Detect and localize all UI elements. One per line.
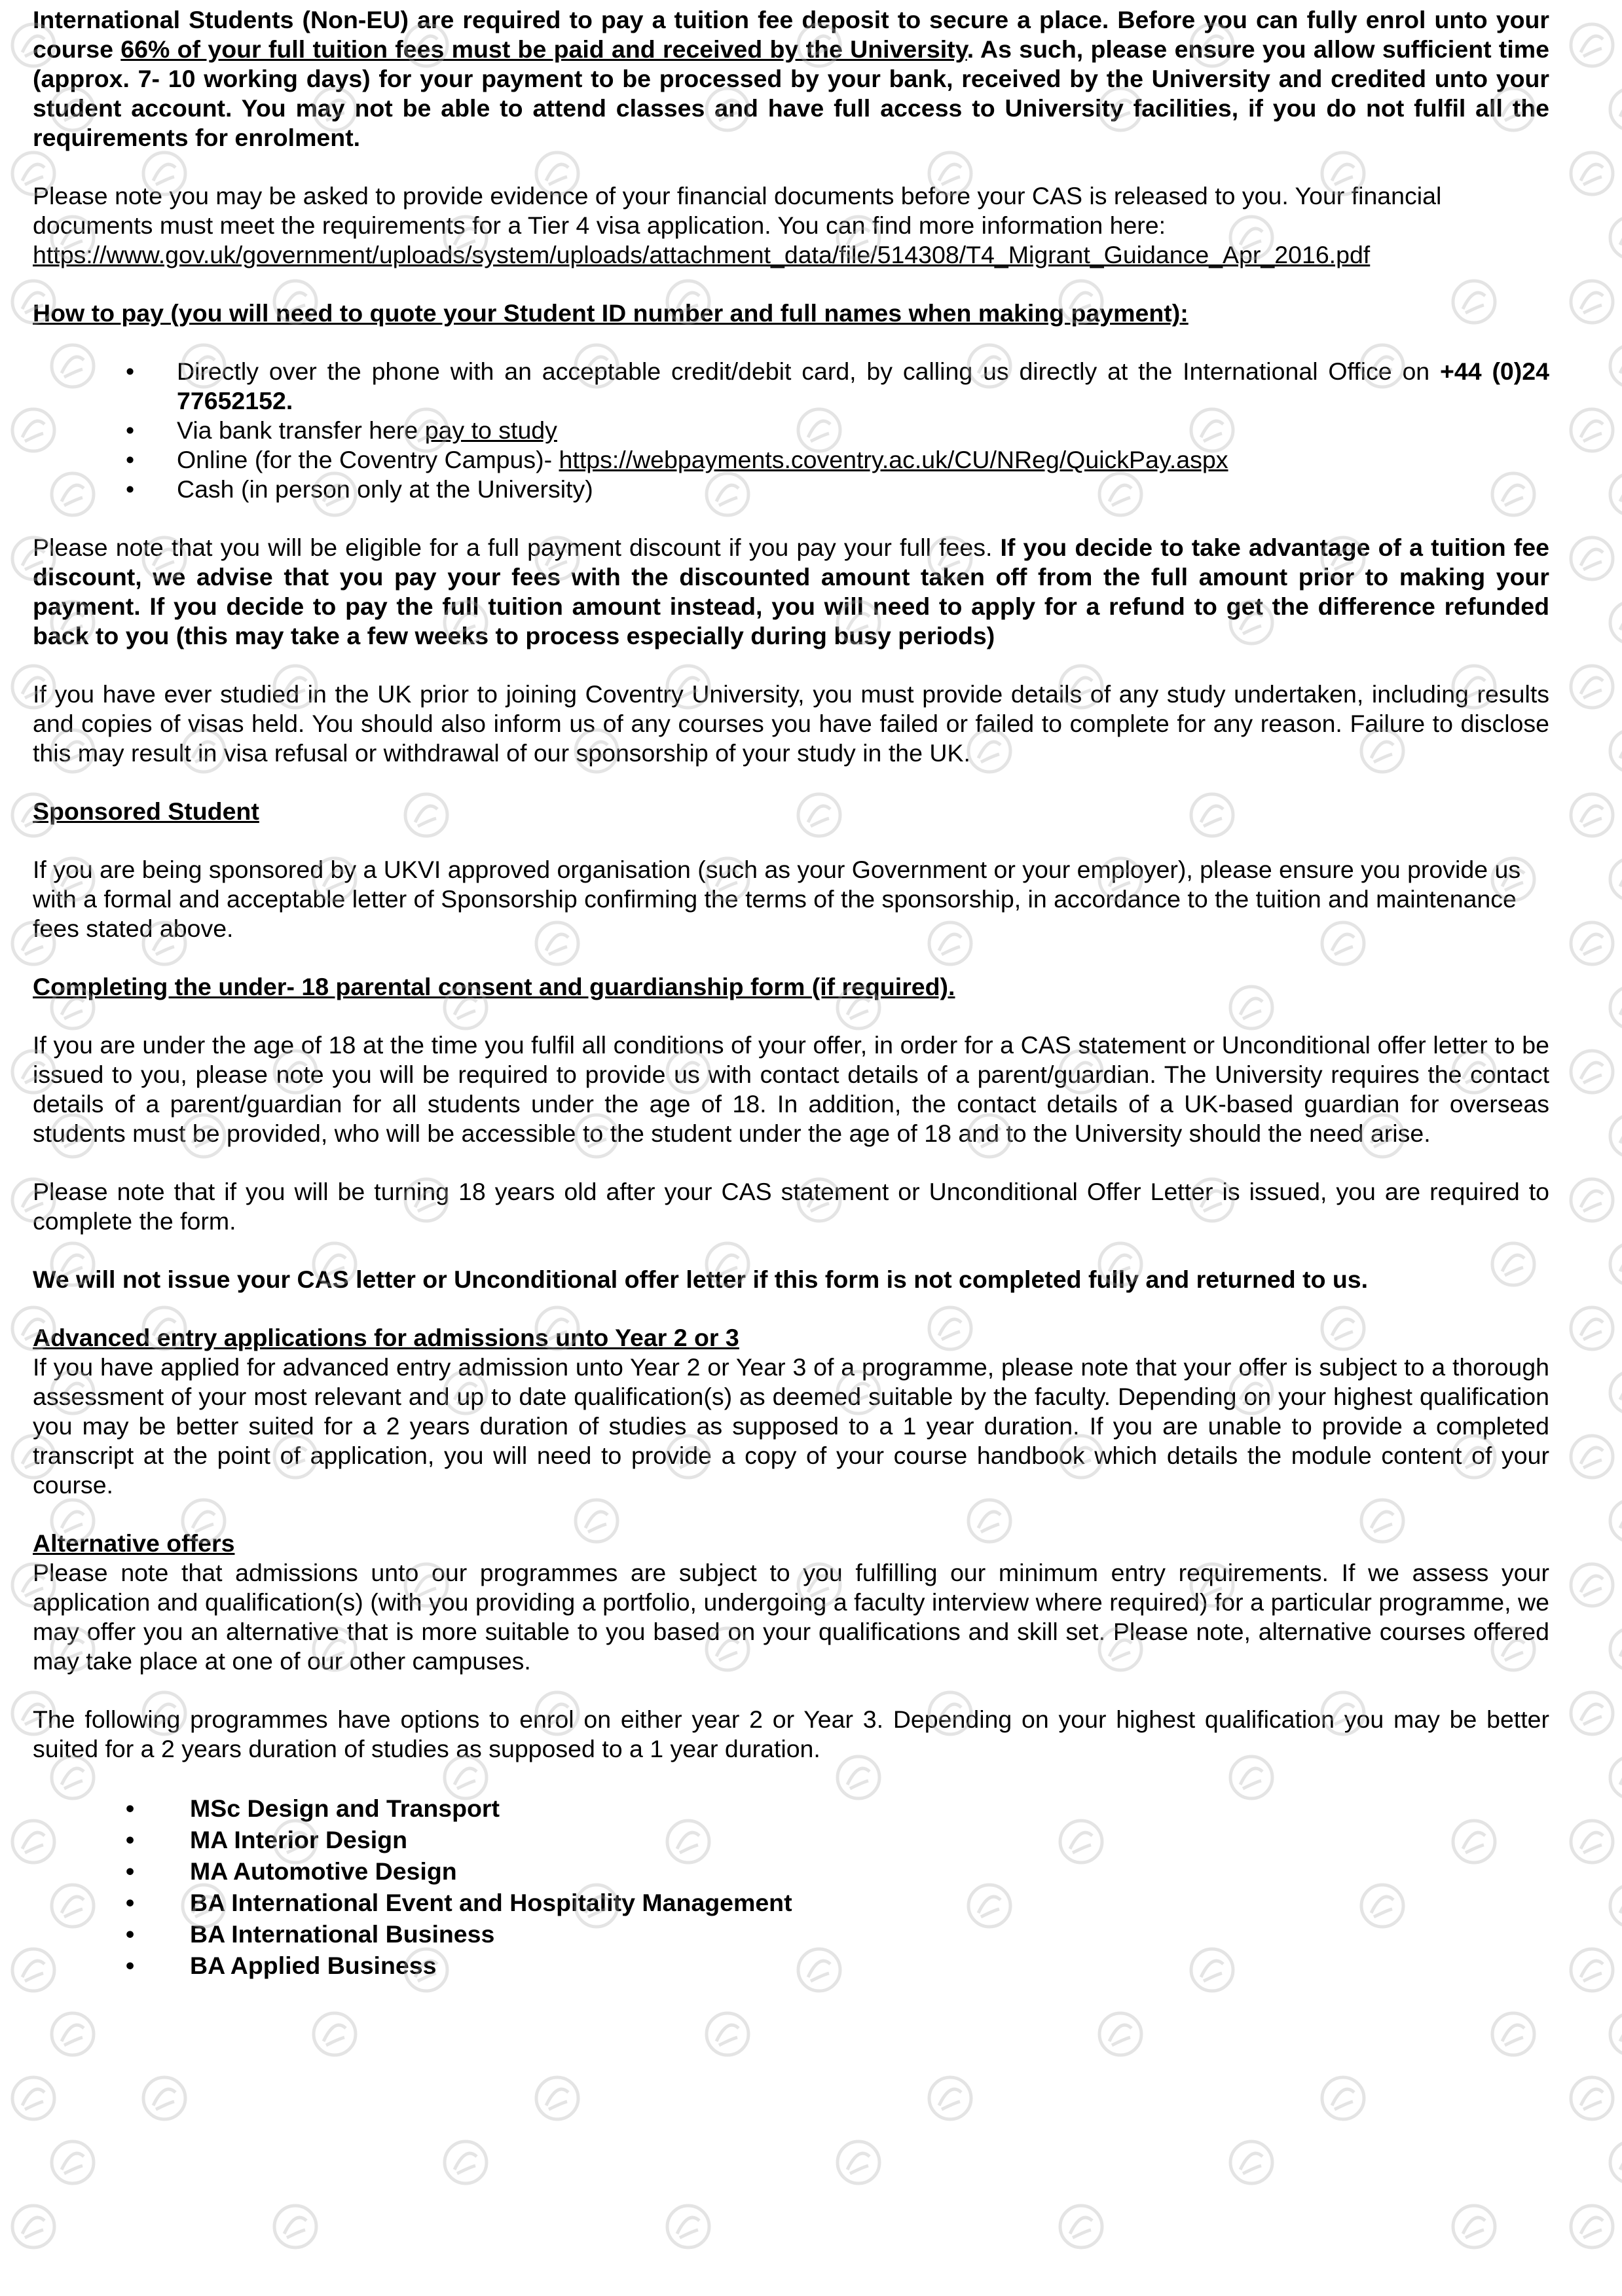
list-item: • MSc Design and Transport (33, 1793, 1549, 1824)
watermark-stamp-icon (1606, 1495, 1622, 1546)
list-item: • BA International Event and Hospitality Management (33, 1887, 1549, 1918)
cas-warning: We will not issue your CAS letter or Unconditional offer letter if this form is not completed fully and returned to us. (33, 1266, 1369, 1293)
bullet-icon: • (126, 1795, 135, 1822)
watermark-stamp-icon (1606, 340, 1622, 392)
bullet-icon: • (126, 1889, 135, 1916)
watermark-stamp-icon (1566, 661, 1617, 712)
watermark-stamp-icon (1488, 2009, 1539, 2060)
watermark-stamp-icon (1566, 1816, 1617, 1867)
watermark-stamp-icon (1606, 854, 1622, 905)
watermark-stamp-icon (1566, 405, 1617, 456)
watermark-stamp-icon (139, 2073, 190, 2124)
watermark-stamp-icon (1056, 2201, 1107, 2252)
watermark-stamp-icon (47, 2009, 98, 2060)
bullet-icon: • (126, 357, 135, 385)
quickpay-link[interactable]: https://webpayments.coventry.ac.uk/CU/NReg/QuickPay.aspx (559, 446, 1228, 473)
sponsored-paragraph: If you are being sponsored by a UKVI approved organisation (such as your Government or your employer), please ensure you provide us with a formal and acceptable letter of Sponsorship confirming the terms of the sponsorship, in accordance to the tuition and maintenance fees stated above. (33, 856, 1521, 942)
bullet-icon: • (126, 1920, 135, 1948)
how-to-pay-heading: How to pay (you will need to quote your Student ID number and full names when making payment): (33, 299, 1189, 327)
watermark-stamp-icon (1566, 1431, 1617, 1482)
watermark-stamp-icon (1606, 84, 1622, 135)
visa-guidance-link[interactable]: https://www.gov.uk/government/uploads/system/uploads/attachment_data/file/514308/T4_Migrant_Guidance_Apr_2016.pdf (33, 241, 1371, 268)
list-item: • BA International Business (33, 1918, 1549, 1950)
bullet-icon: • (126, 475, 135, 503)
bullet-icon: • (126, 416, 135, 444)
watermark-stamp-icon (1566, 276, 1617, 327)
bullet-icon: • (126, 1857, 135, 1885)
document-page (33, 5, 1549, 2010)
phone-number: +44 (0)24 77652152. (177, 357, 1549, 414)
uk-study-paragraph: If you have ever studied in the UK prior to joining Coventry University, you must provide details of any study undertaken, including results and copies of visas held. You should also inform us of any courses you have failed or failed to complete for any reason. Failure to disclose this may result in visa refusal or withdrawal of our sponsorship of your study in the UK. (33, 680, 1549, 767)
bullet-icon: • (126, 446, 135, 473)
list-item: • Directly over the phone with an acceptable credit/debit card, by calling us directly at the International Office on +44 (0)24 77652152. (126, 357, 1549, 414)
advanced-entry-heading: Advanced entry applications for admissions unto Year 2 or 3 (33, 1324, 739, 1351)
watermark-stamp-icon (1566, 1175, 1617, 1226)
list-item: • MA Interior Design (33, 1824, 1549, 1855)
bullet-icon: • (126, 1952, 135, 1979)
watermark-stamp-icon (1226, 2137, 1277, 2188)
watermark-stamp-icon (1606, 1624, 1622, 1675)
watermark-stamp-icon (1566, 148, 1617, 199)
bullet-icon: • (126, 1826, 135, 1853)
intro-paragraph: International Students (Non-EU) are required to pay a tuition fee deposit to secure a place. Before you can fully enrol unto your course 66% of your full tuition fees must be paid and received by the University. As such, please ensure you allow sufficient time (approx. 7- 10 working days) for your payment to be processed by your bank, received by the University and credited unto your student account. You may not be able to attend classes and have full access to University facilities, if you do not fulfil all the requirements for enrolment. (33, 6, 1549, 151)
watermark-stamp-icon (702, 2009, 753, 2060)
watermark-stamp-icon (8, 2073, 59, 2124)
alternative-offers-paragraph: Please note that admissions unto our programmes are subject to you fulfilling our minimum entry requirements. If we assess your application and qualification(s) (with you providing a portfolio, undergoing a faculty interview where required) for a particular programme, we may offer you an alternative that is more suitable to you based on your qualifications and skill set. Please note, alternative courses offered may take place at one of our other campuses. (33, 1559, 1549, 1675)
watermark-stamp-icon (309, 2009, 360, 2060)
watermark-stamp-icon (1606, 212, 1622, 263)
watermark-stamp-icon (1606, 1880, 1622, 1931)
financial-paragraph: Please note you may be asked to provide evidence of your financial documents before your CAS is released to you. Your financial documents must meet the requirements for a Tier 4 visa application. You can find more information here: https://www.gov.uk/government/uploads/system/uploads/attachment_data/file/514308/T4_Migrant_Guidance_Apr_2016.pdf (33, 182, 1442, 268)
watermark-stamp-icon (1566, 1944, 1617, 1995)
programmes-list (33, 1793, 1549, 1981)
list-item: • Cash (in person only at the University) (126, 475, 593, 503)
watermark-stamp-icon (1606, 597, 1622, 648)
watermark-stamp-icon (1095, 2009, 1146, 2060)
watermark-stamp-icon (270, 2201, 321, 2252)
watermark-stamp-icon (1606, 1752, 1622, 1803)
tuition-requirement: 66% of your full tuition fees must be paid and received by the University (120, 35, 967, 63)
watermark-stamp-icon (1566, 2073, 1617, 2124)
watermark-stamp-icon (1606, 1239, 1622, 1290)
watermark-stamp-icon (1318, 2073, 1369, 2124)
watermark-stamp-icon (925, 2073, 976, 2124)
payment-methods-list (33, 357, 1549, 504)
watermark-stamp-icon (532, 2073, 583, 2124)
list-item: • BA Applied Business (33, 1950, 1549, 1981)
list-item: • MA Automotive Design (33, 1855, 1549, 1887)
discount-paragraph: Please note that you will be eligible for a full payment discount if you pay your full fees. If you decide to take advantage of a tuition fee discount, we advise that you pay your fees with the discounted amount taken off from the full amount prior to making your payment. If you decide to pay the full tuition amount instead, you will need to apply for a refund to get the difference refunded back to you (this may take a few weeks to process especially during busy periods) (33, 534, 1549, 649)
advanced-entry-paragraph: If you have applied for advanced entry admission unto Year 2 or Year 3 of a programme, please note that your offer is subject to a thorough assessment of your most relevant and up to date qualification(s) as deemed suitable by the faculty. Depending on your highest qualification you may be better suited for a 2 years duration of studies as supposed to a 1 year duration. If you are unable to provide a completed transcript at the point of application, you will need to provide a copy of your course handbook which details the module content of your course. (33, 1353, 1549, 1499)
watermark-stamp-icon (1566, 2201, 1617, 2252)
watermark-stamp-icon (663, 2201, 714, 2252)
watermark-stamp-icon (1566, 1046, 1617, 1097)
watermark-stamp-icon (1566, 1688, 1617, 1739)
sponsored-heading: Sponsored Student (33, 797, 259, 825)
watermark-stamp-icon (1606, 2137, 1622, 2188)
watermark-stamp-icon (1448, 2201, 1500, 2252)
watermark-stamp-icon (1566, 1559, 1617, 1611)
watermark-stamp-icon (1606, 2009, 1622, 2060)
watermark-stamp-icon (1566, 790, 1617, 841)
list-item: • Via bank transfer here pay to study (126, 416, 557, 444)
programme-options-paragraph: The following programmes have options to enrol on either year 2 or Year 3. Depending on your highest qualification you may be better suited for a 2 years duration of studies as supposed to a 1 year duration. (33, 1705, 1549, 1762)
watermark-stamp-icon (8, 2201, 59, 2252)
watermark-stamp-icon (47, 2137, 98, 2188)
watermark-stamp-icon (1606, 725, 1622, 776)
watermark-stamp-icon (833, 2137, 884, 2188)
watermark-stamp-icon (1566, 1303, 1617, 1354)
watermark-stamp-icon (1606, 1110, 1622, 1161)
watermark-stamp-icon (1566, 918, 1617, 969)
under18-paragraph-2: Please note that if you will be turning 18 years old after your CAS statement or Unconditional Offer Letter is issued, you are required to complete the form. (33, 1178, 1549, 1235)
watermark-stamp-icon (1606, 1367, 1622, 1418)
list-item: • Online (for the Coventry Campus)- https://webpayments.coventry.ac.uk/CU/NReg/QuickPay.aspx (126, 446, 1228, 473)
watermark-stamp-icon (1606, 982, 1622, 1033)
watermark-stamp-icon (1566, 20, 1617, 71)
pay-to-study-link[interactable]: pay to study (424, 416, 557, 444)
alternative-offers-heading: Alternative offers (33, 1529, 235, 1557)
under18-paragraph-1: If you are under the age of 18 at the time you fulfil all conditions of your offer, in order for a CAS statement or Unconditional offer letter to be issued to you, please note you will be required to provide us with contact details of a parent/guardian. The University requires the contact details of a parent/guardian for all students under the age of 18. In addition, the contact details of a UK-based guardian for overseas students must be provided, who will be accessible to the student under the age of 18 and to the University should the need arise. (33, 1031, 1549, 1147)
watermark-stamp-icon (1566, 533, 1617, 584)
watermark-stamp-icon (440, 2137, 491, 2188)
under18-heading: Completing the under- 18 parental consent and guardianship form (if required). (33, 973, 955, 1000)
watermark-stamp-icon (1606, 469, 1622, 520)
